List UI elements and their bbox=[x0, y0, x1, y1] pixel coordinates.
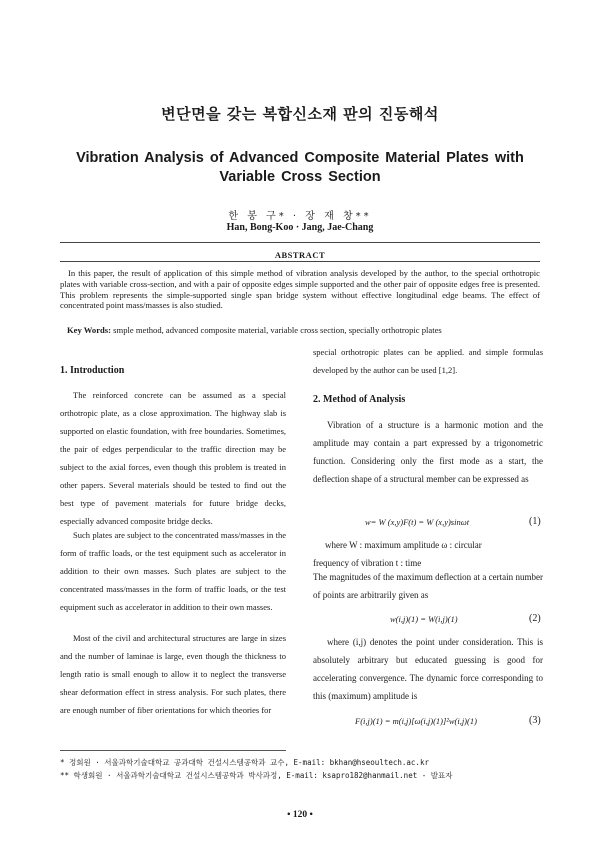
left-column bbox=[60, 0, 286, 848]
section-2-paragraph-2: The magnitudes of the maximum deflection at a certain number of points are arbitrarily given as bbox=[313, 572, 543, 600]
equation-2: w(i,j)(1) = W(i,j)(1) bbox=[390, 614, 458, 624]
page-number: • 120 • bbox=[287, 810, 313, 820]
equation-2-number: (2) bbox=[529, 613, 541, 624]
abstract-text: In this paper, the result of application of this simple method of vibration analysis developed by the author, to the special orthotropic plates with variable cross-section, and with a pair of opposite edges simple supported and the other pair of opposite edges free is presented. This problem represents the simple-supported single span bridge system without effective longitudinal edge beams. The effect of concentrated point mass/masses is also studied. bbox=[60, 268, 540, 311]
section-1-paragraph-2: Such plates are subject to the concentrated mass/masses in the form of traffic loads, or the test equipment such as accelerator in addition to their own masses. Such plates are subject to the concentrated mass/masses in the form of traffic loads, or the test equipment such as accelerator in addition to their own masses. bbox=[60, 530, 286, 612]
section-2-paragraph-1: Vibration of a structure is a harmonic motion and the amplitude may contain a part expressed by a trigonometric function. Considering only the first mode as a start, the deflection shape of a structural member can be expressed as bbox=[313, 420, 543, 484]
equation-1: w= W (x,y)F(t) = W (x,y)sinωt bbox=[365, 517, 470, 527]
keywords-text: smple method, advanced composite material, variable cross section, specially orthotropic plates bbox=[111, 325, 442, 335]
section-1-paragraph-1: The reinforced concrete can be assumed as a special orthotropic plate, as a close approximation. The highway slab is supported on elastic foundation, with free boundaries. Sometimes, the pair of edges perpendicular to the traffic direction may be subject to the axial forces, even though this problem is treated in other papers. Several materials should be tested to find out the best type of pavement materials for future bridge decks, especially advanced composite bridge decks. bbox=[60, 390, 286, 526]
where-line-1: where W : maximum amplitude ω : circular bbox=[325, 540, 482, 550]
equation-3-number: (3) bbox=[529, 715, 541, 726]
equation-3: F(i,j)(1) = m(i,j)[ω(i,j)(1)]²w(i,j)(1) bbox=[355, 716, 477, 726]
section-2-heading: 2. Method of Analysis bbox=[313, 394, 406, 405]
right-column bbox=[313, 0, 543, 848]
english-authors: Han, Bong-Koo · Jang, Jae-Chang bbox=[226, 222, 374, 233]
where-line-2: frequency of vibration t : time bbox=[313, 558, 422, 568]
korean-authors: 한 봉 구* · 장 재 창** bbox=[228, 211, 372, 222]
footnote-2: ** 학생회원 · 서울과학기술대학교 건설시스템공학과 박사과정, E-mail: ksapro182@hanmail.net - 발표자 bbox=[60, 771, 453, 780]
english-title: Vibration Analysis of Advanced Composite Material Plates with Variable Cross Section bbox=[76, 150, 524, 185]
section-2-paragraph-3: where (i,j) denotes the point under consideration. This is absolutely arbitrary but educated guessing is good for accelerating convergence. The dynamic force corresponding to this (maximum) amplitude is bbox=[313, 637, 543, 701]
footnote-1: * 정회원 · 서울과학기술대학교 공과대학 건설시스템공학과 교수, E-mail: bkhan@hseoultech.ac.kr bbox=[60, 758, 429, 767]
section-1-paragraph-3: Most of the civil and architectural structures are large in sizes and the number of laminae is large, even though the thickness to length ratio is small enough to allow it to neglect the transverse shear deformation effect in stress analysis. For such plates, there are enough number of fiber orientations for which theories for bbox=[60, 633, 286, 715]
right-paragraph-0: special orthotropic plates can be applied. and simple formulas developed by the author can be used [1,2]. bbox=[313, 347, 543, 375]
korean-title: 변단면을 갖는 복합신소재 판의 진동해석 bbox=[161, 105, 439, 123]
footnote-rule bbox=[60, 750, 286, 751]
abstract-heading: ABSTRACT bbox=[274, 250, 326, 260]
equation-1-number: (1) bbox=[529, 516, 541, 527]
keywords-label: Key Words: bbox=[67, 325, 112, 335]
section-1-heading: 1. Introduction bbox=[60, 365, 125, 376]
